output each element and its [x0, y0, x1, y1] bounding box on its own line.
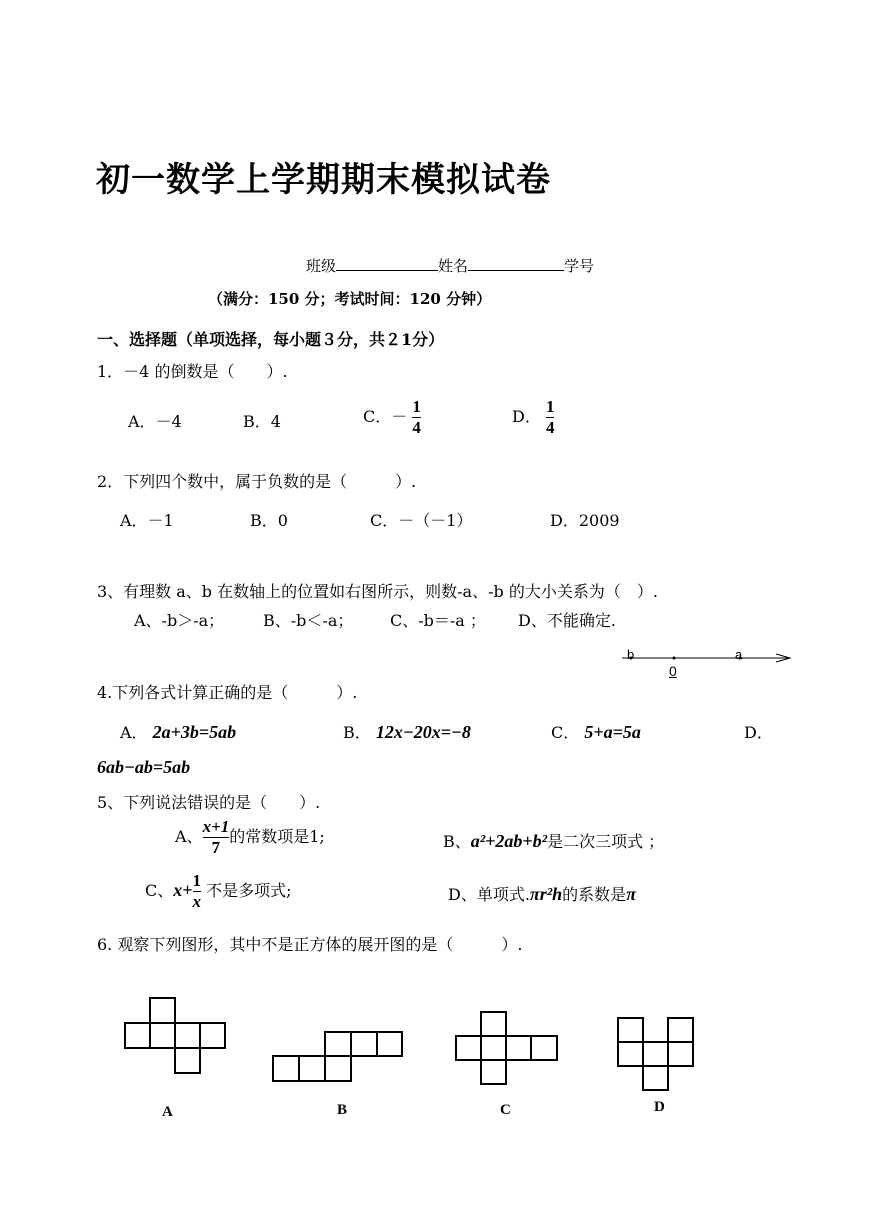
q1-option-b: B．4: [243, 412, 281, 431]
question-3-stem: 3、有理数 a、b 在数轴上的位置如右图所示，则数-a、-b 的大小关系为（ ）.: [97, 582, 658, 601]
question-6-stem: 6. 观察下列图形，其中不是正方体的展开图的是（ ）.: [97, 935, 523, 954]
q2-option-d: D．2009: [550, 511, 620, 530]
student-info-line: [306, 255, 594, 276]
fraction: $\frac{1}{4}$: [545, 397, 555, 437]
q4-option-d-expression: 6ab−ab=5ab: [97, 757, 191, 777]
q3-option-c: C、-b＝-a ；: [390, 611, 486, 630]
expression: a²+2ab+b²: [470, 831, 548, 851]
net-figure-d: [617, 1017, 697, 1093]
name-label: 姓名: [438, 257, 469, 275]
q1-option-a: A．－4: [128, 412, 182, 431]
q3-option-b: B、-b＜-a；: [263, 611, 354, 630]
q4-option-b: B． 12x−20x=−8: [343, 722, 471, 742]
q2-option-c: C．－（－1）: [370, 511, 473, 530]
question-5-stem: 5、下列说法错误的是（ ）.: [97, 793, 321, 812]
expression: 2a+3b=5ab: [152, 722, 237, 742]
expression: πr²h: [529, 884, 563, 904]
q3-option-d: D、不能确定.: [518, 611, 616, 630]
score-note: （满分：150 分；考试时间：120 分钟）: [208, 290, 492, 308]
figure-label-c: C: [500, 1102, 511, 1118]
expression: x+: [173, 879, 193, 900]
q1-option-c: C．－ $\frac{1}{4}$: [363, 397, 421, 437]
q5-option-b: B、a²+2ab+b²是二次三项式 ；: [443, 831, 665, 851]
net-figure-a: [124, 997, 230, 1075]
fraction: $\frac{x+1}{7}$: [202, 817, 230, 857]
expression: 12x−20x=−8: [375, 722, 471, 742]
axis-label-b: b: [627, 647, 635, 662]
q1-option-d: D． $\frac{1}{4}$: [512, 397, 555, 437]
class-label: 班级: [306, 257, 337, 275]
fraction: $\frac{1}{x}$: [192, 871, 202, 911]
fraction: $\frac{1}{4}$: [412, 397, 421, 437]
expression: 5+a=5a: [584, 722, 641, 742]
figure-label-b: B: [337, 1102, 348, 1118]
q2-option-b: B．0: [250, 511, 288, 530]
section-heading: 一、选择题（单项选择，每小题３分，共２1分）: [97, 330, 445, 349]
q5-option-a: A、 $\frac{x+1}{7}$ 的常数项是1;: [175, 817, 325, 857]
figure-label-a: A: [162, 1104, 173, 1120]
figure-label-d: D: [654, 1099, 665, 1115]
axis-label-zero: 0: [669, 663, 677, 679]
q4-option-a: A． 2a+3b=5ab: [120, 722, 237, 742]
q3-option-a: A、-b＞-a；: [134, 611, 225, 630]
student-id-label: 学号: [564, 257, 595, 275]
q4-option-c: C． 5+a=5a: [551, 722, 641, 742]
question-1-stem: 1．－4 的倒数是（ ）.: [97, 362, 288, 381]
q5-option-c: C、x+ $\frac{1}{x}$ 不是多项式;: [145, 871, 292, 911]
net-figure-c: [455, 1011, 561, 1087]
question-4-stem: 4.下列各式计算正确的是（ ）.: [97, 683, 358, 702]
net-figure-b: [272, 1031, 404, 1083]
question-2-stem: 2．下列四个数中，属于负数的是（ ）.: [97, 472, 417, 491]
q4-option-d-label: D．: [744, 723, 773, 742]
class-blank[interactable]: [336, 256, 438, 271]
q2-option-a: A．－1: [120, 511, 174, 530]
name-blank[interactable]: [468, 256, 564, 271]
axis-label-a: a: [735, 647, 743, 662]
q5-option-d: D、单项式.πr²h的系数是π: [448, 884, 637, 904]
number-line: [618, 648, 798, 688]
page-title: 初一数学上学期期末模拟试卷: [96, 160, 551, 200]
